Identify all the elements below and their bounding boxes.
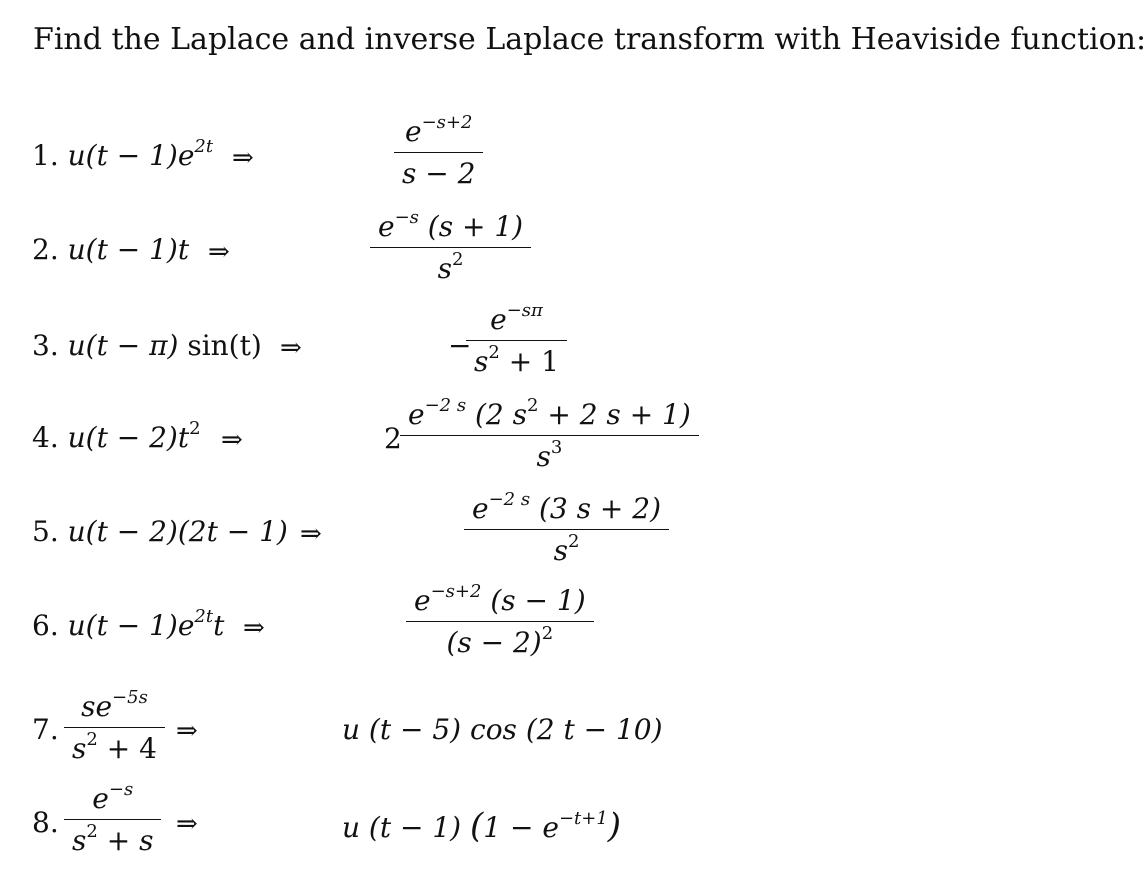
implies-arrow: ⇒ bbox=[300, 519, 322, 549]
problem-2-expression: 2. u(t − 1)t bbox=[32, 233, 190, 266]
problem-2-answer: $\frac{e^{-s} (s + 1)}{s^2}$ bbox=[374, 210, 527, 285]
coefficient: 2 bbox=[384, 422, 402, 455]
problem-1-answer: $\frac{e^{-s+2}}{s - 2}$ bbox=[398, 115, 479, 190]
implies-arrow: ⇒ bbox=[208, 237, 230, 267]
implies-arrow: ⇒ bbox=[232, 143, 254, 173]
problem-7-number: 7. bbox=[32, 713, 59, 746]
problem-4-answer: $\frac{e^{-2 s} (2 s^2 + 2 s + 1)}{s^3}$ bbox=[404, 398, 695, 473]
problem-6-expression: 6. $u(t - 1)e^{2t}t$ bbox=[32, 606, 225, 642]
problem-8-expression: $\frac{e^{-s}}{s^2 + s}$ bbox=[68, 782, 157, 857]
problem-6-answer: $\frac{e^{-s+2} (s - 1)}{(s - 2)^2}$ bbox=[410, 584, 590, 659]
problem-3-answer: $\frac{e^{-s\pi}}{s^2 + 1}$ bbox=[470, 303, 563, 378]
problem-5-answer: $\frac{e^{-2 s} (3 s + 2)}{s^2}$ bbox=[468, 492, 665, 567]
implies-arrow: ⇒ bbox=[176, 809, 198, 839]
problem-8-answer: u (t − 1) $(1 - e^{-t+1})$ bbox=[342, 806, 622, 846]
implies-arrow: ⇒ bbox=[280, 333, 302, 363]
problem-8-number: 8. bbox=[32, 806, 59, 839]
implies-arrow: ⇒ bbox=[243, 613, 265, 643]
problem-4-expression: 4. $u(t - 2)t^2$ bbox=[32, 418, 201, 454]
negative-sign: − bbox=[448, 329, 472, 362]
page-title: Find the Laplace and inverse Laplace transform with Heaviside function: bbox=[33, 22, 1146, 57]
problem-7-answer: u (t − 5) cos (2 t − 10) bbox=[342, 713, 663, 746]
problem-5-expression: 5. u(t − 2)(2t − 1) bbox=[32, 515, 288, 548]
problem-1-expression: 1. $u(t - 1)e^{2t}$ bbox=[32, 136, 214, 172]
problem-7-expression: $\frac{se^{-5s}}{s^2 + 4}$ bbox=[68, 690, 161, 765]
implies-arrow: ⇒ bbox=[221, 425, 243, 455]
implies-arrow: ⇒ bbox=[176, 716, 198, 746]
problem-3-expression: 3. u(t − π) sin(t) bbox=[32, 329, 262, 362]
